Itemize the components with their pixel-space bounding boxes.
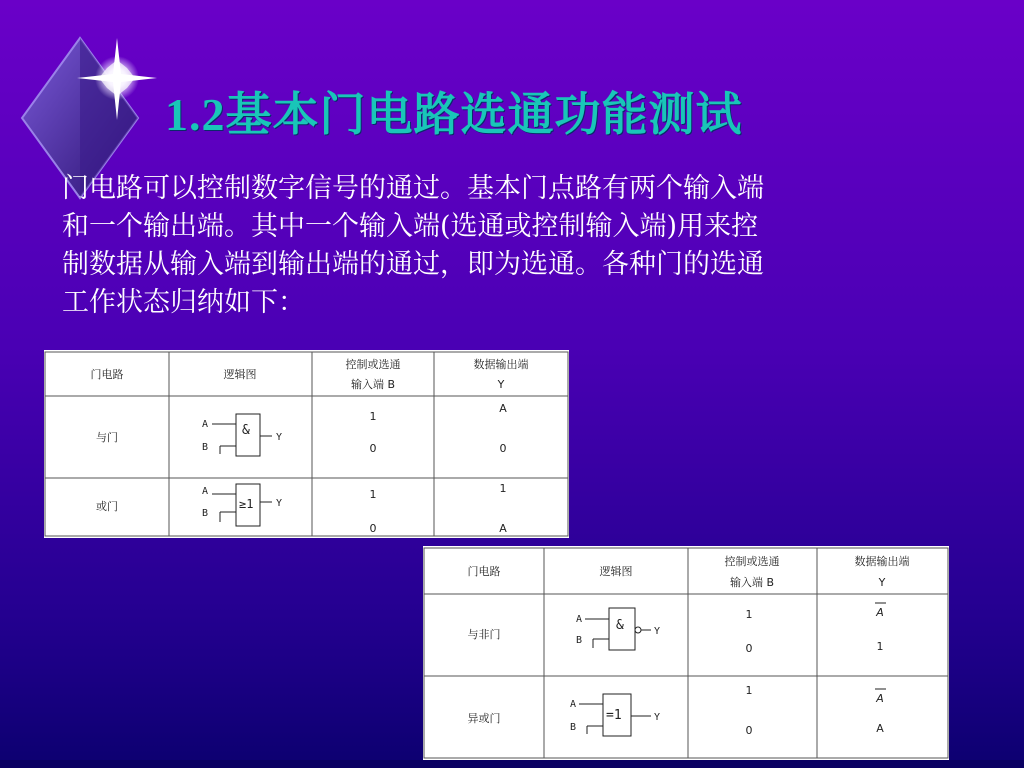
header-control-1: 控制或选通 — [724, 555, 780, 568]
b-value: 0 — [369, 522, 377, 535]
pin-y-label: Y — [654, 626, 661, 637]
gate-name: 与门 — [96, 431, 118, 444]
pin-a-label: A — [570, 699, 577, 710]
header-output-1: 数据输出端 — [854, 555, 910, 568]
y-value: A — [876, 692, 884, 705]
bottom-bar — [0, 760, 1024, 768]
b-value: 1 — [745, 608, 753, 621]
header-gate: 门电路 — [90, 368, 124, 381]
y-value: A — [876, 722, 884, 735]
header-output-2: Y — [497, 378, 505, 391]
gate-symbol: =1 — [606, 708, 622, 723]
pin-a-label: A — [202, 419, 209, 430]
gate-table-and-or — [44, 350, 569, 538]
pin-y-label: Y — [276, 432, 283, 443]
gate-symbol: ≥1 — [239, 497, 254, 511]
y-value: 1 — [499, 482, 507, 495]
pin-b-label: B — [576, 635, 583, 646]
b-value: 0 — [745, 724, 753, 737]
gate-symbol: & — [616, 618, 624, 633]
y-value: A — [876, 606, 884, 619]
b-value: 0 — [369, 442, 377, 455]
pin-b-label: B — [570, 722, 577, 733]
gate-name: 异或门 — [467, 712, 501, 725]
header-diagram: 逻辑图 — [599, 565, 633, 578]
gate-name: 或门 — [96, 500, 118, 513]
header-control-2: 输入端 B — [350, 378, 396, 391]
y-value: A — [499, 402, 507, 415]
b-value: 1 — [369, 488, 377, 501]
header-diagram: 逻辑图 — [223, 368, 257, 381]
pin-b-label: B — [202, 508, 209, 519]
b-value: 1 — [369, 410, 377, 423]
pin-b-label: B — [202, 442, 209, 453]
gate-name: 与非门 — [467, 628, 501, 641]
pin-a-label: A — [202, 486, 209, 497]
header-control-2: 输入端 B — [729, 576, 775, 589]
header-output-2: Y — [878, 576, 886, 589]
header-gate: 门电路 — [467, 565, 501, 578]
gate-table-2-graphic — [423, 546, 949, 760]
y-value: 1 — [876, 640, 884, 653]
gate-symbol: & — [242, 423, 250, 438]
pin-y-label: Y — [654, 712, 661, 723]
b-value: 0 — [745, 642, 753, 655]
header-control-1: 控制或选通 — [345, 358, 401, 371]
pin-y-label: Y — [276, 498, 283, 509]
paragraph-line: 制数据从输入端到输出端的通过，即为选通。各种门的选通 — [62, 249, 764, 280]
slide-paragraph — [62, 170, 962, 322]
y-value: 0 — [499, 442, 507, 455]
paragraph-line: 门电路可以控制数字信号的通过。基本门点路有两个输入端 — [62, 173, 764, 204]
gate-table-nand-xor — [423, 546, 949, 760]
slide-title: 1.2基本门电路选通功能测试 — [165, 89, 743, 140]
b-value: 1 — [745, 684, 753, 697]
header-output-1: 数据输出端 — [473, 358, 529, 371]
paragraph-line: 工作状态归纳如下： — [62, 287, 305, 318]
pin-a-label: A — [576, 614, 583, 625]
gate-table-1-graphic — [44, 350, 569, 538]
paragraph-line: 和一个输出端。其中一个输入端(选通或控制输入端)用来控 — [62, 211, 759, 242]
y-value: A — [499, 522, 507, 535]
